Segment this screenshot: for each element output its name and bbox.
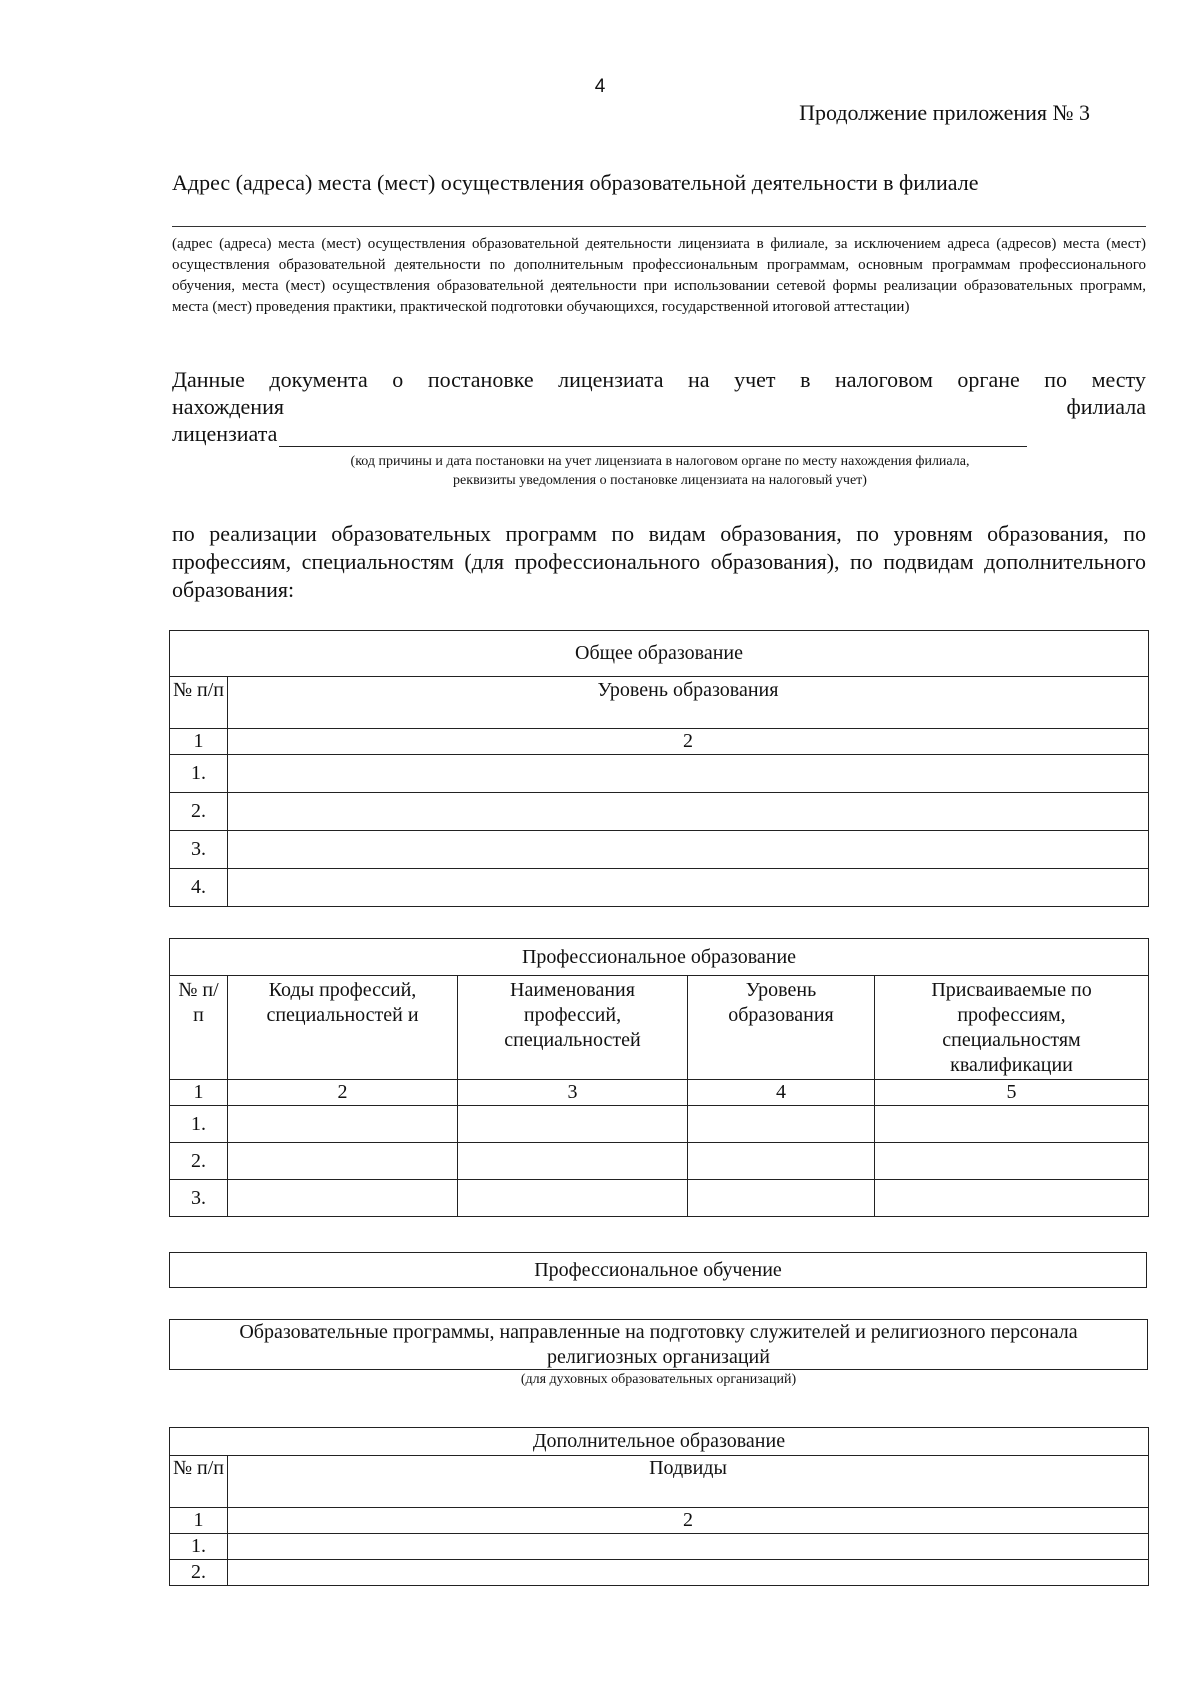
col-index: 1 xyxy=(170,1508,228,1534)
continuation-label: Продолжение приложения № 3 xyxy=(799,100,1090,125)
table-cell[interactable] xyxy=(228,793,1149,831)
col-index: 1 xyxy=(170,1080,228,1106)
table-row xyxy=(170,869,1149,907)
table-cell[interactable] xyxy=(688,1106,875,1143)
col-level-header: Уровень образования xyxy=(688,976,875,1080)
table-cell[interactable] xyxy=(228,1180,458,1217)
tax-registration-block xyxy=(172,366,1146,447)
row-number: 1. xyxy=(170,1534,228,1560)
table-cell[interactable] xyxy=(875,1106,1149,1143)
col-subtype-header: Подвиды xyxy=(228,1456,1149,1508)
table-row xyxy=(170,1143,1149,1180)
table-cell[interactable] xyxy=(228,1560,1149,1586)
table-cell[interactable] xyxy=(228,831,1149,869)
general-education-table xyxy=(169,630,1149,907)
tax-word: документа xyxy=(269,367,368,392)
col-index: 1 xyxy=(170,729,228,755)
additional-education-table xyxy=(169,1427,1149,1586)
table-row xyxy=(170,1180,1149,1217)
row-number: 1. xyxy=(170,1106,228,1143)
col-level-header: Уровень образования xyxy=(228,677,1149,729)
table-cell[interactable] xyxy=(688,1143,875,1180)
row-number: 4. xyxy=(170,869,228,907)
table-cell[interactable] xyxy=(458,1106,688,1143)
table-cell[interactable] xyxy=(228,1106,458,1143)
col-index: 5 xyxy=(875,1080,1149,1106)
religious-programs-box: Образовательные программы, направленные на подготовку служителей и религиозного персонала религиозных организаций xyxy=(169,1319,1148,1370)
table-cell[interactable] xyxy=(228,1143,458,1180)
professional-training-box: Профессиональное обучение xyxy=(169,1252,1147,1288)
table-row xyxy=(170,1106,1149,1143)
table-cell[interactable] xyxy=(228,755,1149,793)
table-row xyxy=(170,1560,1149,1586)
tax-note-line: реквизиты уведомления о постановке лицензиата на налоговый учет) xyxy=(453,473,867,488)
col-names-header: Наименования профессий, специальностей xyxy=(458,976,688,1080)
table-cell[interactable] xyxy=(228,1534,1149,1560)
tax-line-2 xyxy=(172,393,1146,420)
tax-word: о xyxy=(392,367,404,392)
table-cell[interactable] xyxy=(458,1180,688,1217)
row-number: 2. xyxy=(170,793,228,831)
table-cell[interactable] xyxy=(458,1143,688,1180)
col-number-header: № п/п xyxy=(170,677,228,729)
tax-word: лицензиата xyxy=(172,421,278,446)
col-index: 4 xyxy=(688,1080,875,1106)
general-title: Общее образование xyxy=(170,631,1149,677)
col-index: 3 xyxy=(458,1080,688,1106)
additional-title: Дополнительное образование xyxy=(170,1428,1149,1456)
professional-education-table xyxy=(169,938,1149,1217)
tax-word: на xyxy=(688,367,710,392)
tax-note-line: (код причины и дата постановки на учет лицензиата в налоговом органе по месту нахождения филиала, xyxy=(350,454,970,469)
row-number: 3. xyxy=(170,1180,228,1217)
row-number: 2. xyxy=(170,1143,228,1180)
col-index: 2 xyxy=(228,729,1149,755)
table-row xyxy=(170,1534,1149,1560)
tax-line-1 xyxy=(172,366,1146,393)
address-note: (адрес (адреса) места (мест) осуществления образовательной деятельности лицензиата в филиале, за исключением адреса (адресов) места (мест) осуществления образовательной деятельности по дополнительным профессиональным программам, основным программам профессионального обучения, места (мест) осуществления образовательной деятельности при использовании сетевой формы реализации образовательных программ, места (мест) проведения практики, практической подготовки обучающихся, государственной итоговой аттестации) xyxy=(172,236,1146,315)
tax-word: по xyxy=(1044,367,1068,392)
table-row xyxy=(170,831,1149,869)
col-number-header: № п/п xyxy=(170,1456,228,1508)
row-number: 2. xyxy=(170,1560,228,1586)
tax-line-3 xyxy=(172,420,1146,447)
table-row xyxy=(170,755,1149,793)
tax-fill-line xyxy=(279,424,1027,447)
tax-word: месту xyxy=(1091,367,1146,392)
address-heading: Адрес (адреса) места (мест) осуществления образовательной деятельности в филиале xyxy=(172,170,979,195)
tax-word: в xyxy=(800,367,811,392)
tax-word: учет xyxy=(734,367,776,392)
programs-text: по реализации образовательных программ по видам образования, по уровням образования, по профессиям, специальностям (для профессионального образования), по подвидам дополнительного образования: xyxy=(172,521,1146,602)
religious-note: (для духовных образовательных организаций) xyxy=(520,1372,797,1387)
tax-word: органе xyxy=(957,367,1020,392)
tax-word: постановке xyxy=(427,367,534,392)
tax-note xyxy=(290,452,1030,490)
row-number: 3. xyxy=(170,831,228,869)
col-index: 2 xyxy=(228,1508,1149,1534)
tax-word: лицензиата xyxy=(558,367,664,392)
page-number: 4 xyxy=(594,76,606,97)
table-cell[interactable] xyxy=(688,1180,875,1217)
tax-word: налоговом xyxy=(834,367,933,392)
table-cell[interactable] xyxy=(228,869,1149,907)
col-qualification-header: Присваиваемые по профессиям, специальностям квалификации xyxy=(875,976,1149,1080)
table-row xyxy=(170,793,1149,831)
professional-title: Профессиональное образование xyxy=(170,939,1149,976)
tax-word: филиала xyxy=(1066,394,1146,419)
address-line xyxy=(172,226,1146,227)
tax-word: нахождения xyxy=(172,394,284,419)
col-index: 2 xyxy=(228,1080,458,1106)
col-number-header: № п/п xyxy=(170,976,228,1080)
table-cell[interactable] xyxy=(875,1180,1149,1217)
col-codes-header: Коды профессий, специальностей и xyxy=(228,976,458,1080)
row-number: 1. xyxy=(170,755,228,793)
tax-word: Данные xyxy=(172,367,245,392)
table-cell[interactable] xyxy=(875,1143,1149,1180)
